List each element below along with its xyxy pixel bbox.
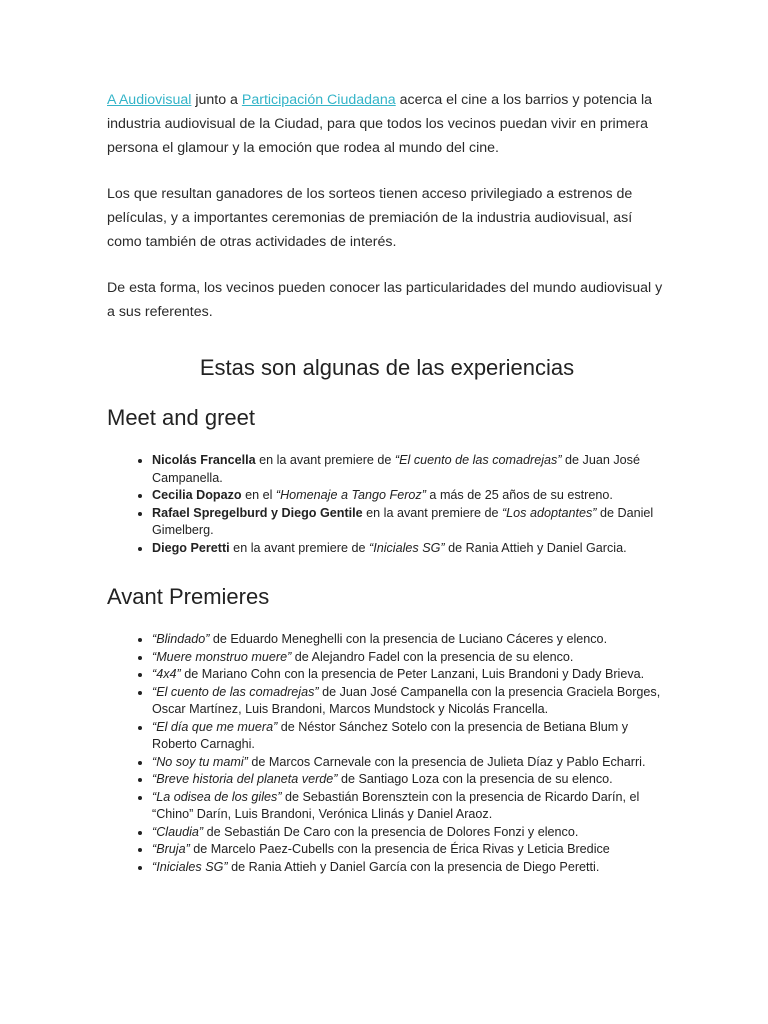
list-item: • “Muere monstruo muere” de Alejandro Fadel con la presencia de su elenco. (152, 649, 667, 667)
experiences-heading: Estas son algunas de las experiencias (199, 355, 575, 380)
list-item: • “El día que me muera” de Néstor Sánchez Sotelo con la presencia de Betiana Blum y Roberto Carnaghi. (152, 719, 667, 754)
audiovisual-link[interactable]: A Audiovisual (107, 92, 192, 108)
intro-text-2: acerca el cine a los barrios y potencia la industria audiovisual de la Ciudad, para que todos los vecinos puedan vivir en primera persona el glamour y la emoción que rodea al mundo del cine. (107, 92, 652, 156)
list-item: • “Blindado” de Eduardo Meneghelli con la presencia de Luciano Cáceres y elenco. (152, 631, 667, 649)
avant-premieres-list (107, 631, 667, 876)
list-item: • Rafael Spregelburd y Diego Gentile en la avant premiere de “Los adoptantes” de Daniel Gimelberg. (152, 505, 667, 540)
winners-paragraph: Los que resultan ganadores de los sorteos tienen acceso privilegiado a estrenos de películas, y a importantes ceremonias de premiación de la industria audiovisual, así como también de otras actividades de interés. (107, 186, 633, 250)
list-item: • “Bruja” de Marcelo Paez-Cubells con la presencia de Érica Rivas y Leticia Bredice (152, 841, 667, 859)
list-item: • “4x4” de Mariano Cohn con la presencia de Peter Lanzani, Luis Brandoni y Dady Brieva. (152, 666, 667, 684)
list-item: • Diego Peretti en la avant premiere de “Iniciales SG” de Rania Attieh y Daniel Garcia. (152, 540, 667, 558)
list-item: • Nicolás Francella en la avant premiere de “El cuento de las comadrejas” de Juan José Campanella. (152, 452, 667, 487)
list-item: • “Iniciales SG” de Rania Attieh y Daniel García con la presencia de Diego Peretti. (152, 859, 667, 877)
meet-greet-list (107, 452, 667, 557)
list-item: • “No soy tu mami” de Marcos Carnevale con la presencia de Julieta Díaz y Pablo Echarri. (152, 754, 667, 772)
list-item: • Cecilia Dopazo en el “Homenaje a Tango Feroz” a más de 25 años de su estreno. (152, 487, 667, 505)
intro-paragraph (107, 88, 667, 160)
list-item: • “Breve historia del planeta verde” de Santiago Loza con la presencia de su elenco. (152, 771, 667, 789)
list-item: • “Claudia” de Sebastián De Caro con la presencia de Dolores Fonzi y elenco. (152, 824, 667, 842)
list-item: • “La odisea de los giles” de Sebastián Borensztein con la presencia de Ricardo Darín, el “Chino” Darín, Luis Brandoni, Verónica Llinás y Daniel Araoz. (152, 789, 667, 824)
avant-premieres-heading: Avant Premieres (107, 584, 270, 609)
participacion-ciudadana-link[interactable]: Participación Ciudadana (241, 92, 396, 108)
list-item: • “El cuento de las comadrejas” de Juan José Campanella con la presencia Graciela Borges, Oscar Martínez, Luis Brandoni, Marcos Mundstock y Nicolás Francella. (152, 684, 667, 719)
meet-greet-heading: Meet and greet (107, 405, 255, 430)
document-body (107, 88, 667, 902)
intro-text-1: junto a (191, 92, 242, 108)
neighbors-paragraph: De esta forma, los vecinos pueden conocer las particularidades del mundo audiovisual y a sus referentes. (107, 280, 663, 320)
